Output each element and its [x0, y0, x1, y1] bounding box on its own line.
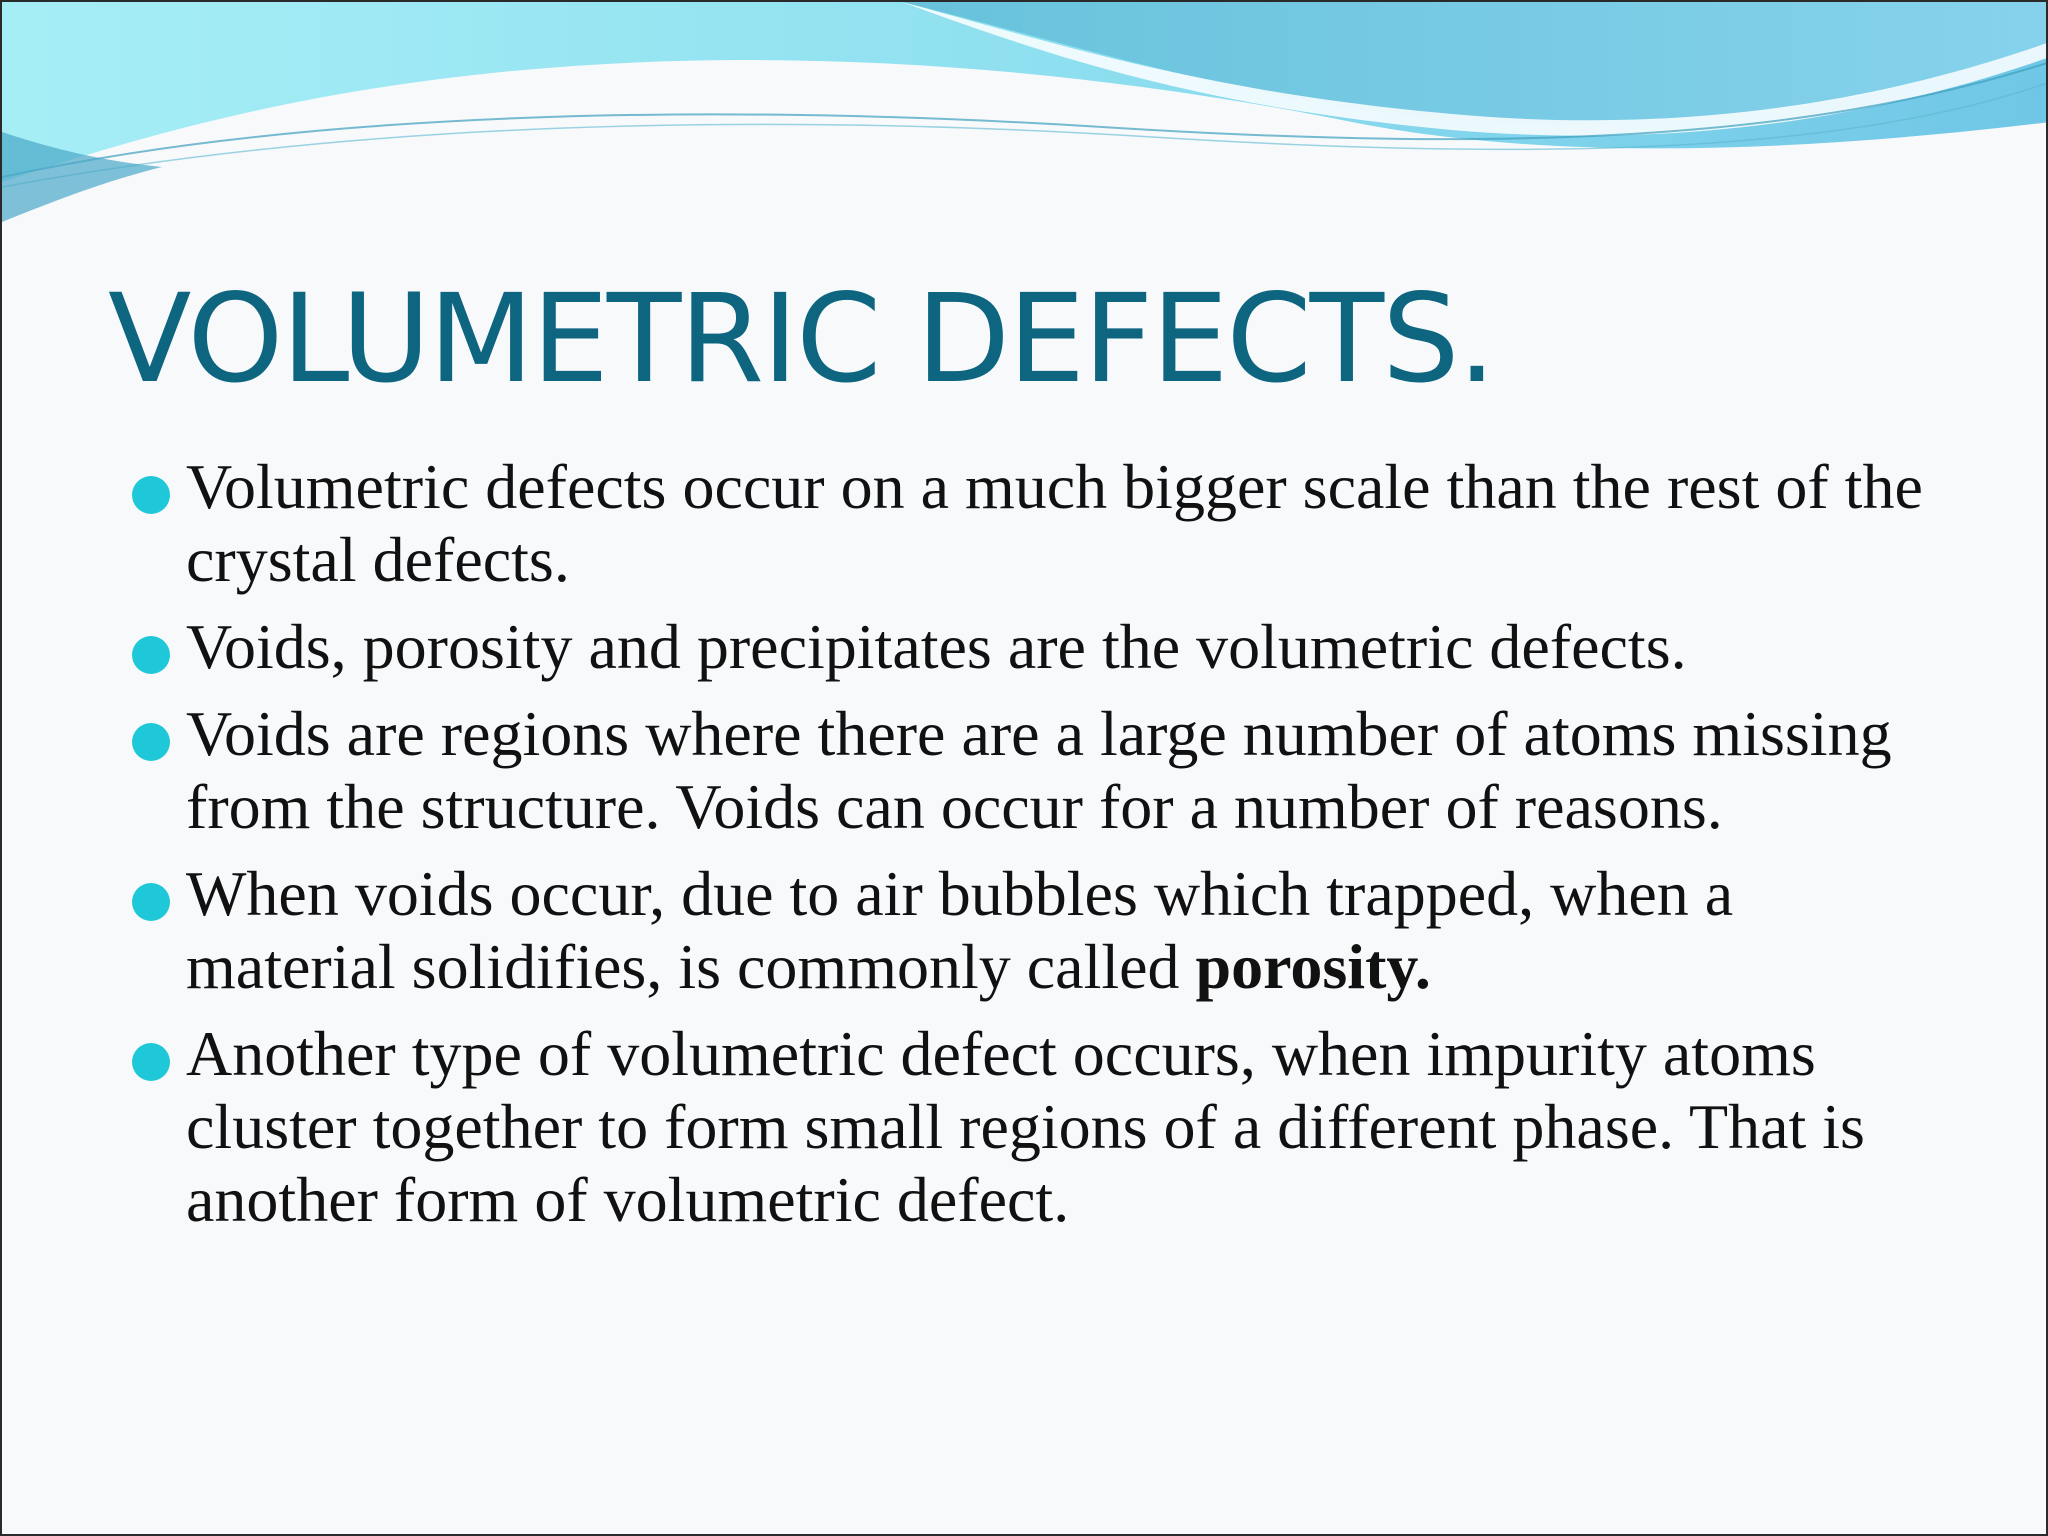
bullet-dot-icon — [132, 636, 170, 674]
bullet-list — [132, 450, 1932, 1250]
list-item — [132, 1017, 1932, 1236]
list-item — [132, 697, 1932, 843]
bullet-dot-icon — [132, 883, 170, 921]
bullet-text: Voids, porosity and precipitates are the volumetric defects. — [186, 611, 1687, 682]
bullet-bold-term: porosity. — [1195, 931, 1431, 1002]
list-item — [132, 450, 1932, 596]
list-item — [132, 610, 1932, 683]
bullet-text: When voids occur, due to air bubbles which trapped, when a material solidifies, is commonly called — [186, 858, 1734, 1002]
bullet-text: Volumetric defects occur on a much bigger scale than the rest of the crystal defects. — [186, 451, 1923, 595]
header-wave-decoration — [2, 2, 2048, 242]
bullet-dot-icon — [132, 723, 170, 761]
bullet-text: Voids are regions where there are a large number of atoms missing from the structure. Voids can occur for a number of reasons. — [186, 698, 1892, 842]
list-item — [132, 857, 1932, 1003]
bullet-dot-icon — [132, 1043, 170, 1081]
slide-title: VOLUMETRIC DEFECTS. — [108, 268, 1495, 410]
bullet-text: Another type of volumetric defect occurs, when impurity atoms cluster together to form small regions of a different phase. That is another form of volumetric defect. — [186, 1018, 1865, 1235]
bullet-dot-icon — [132, 476, 170, 514]
